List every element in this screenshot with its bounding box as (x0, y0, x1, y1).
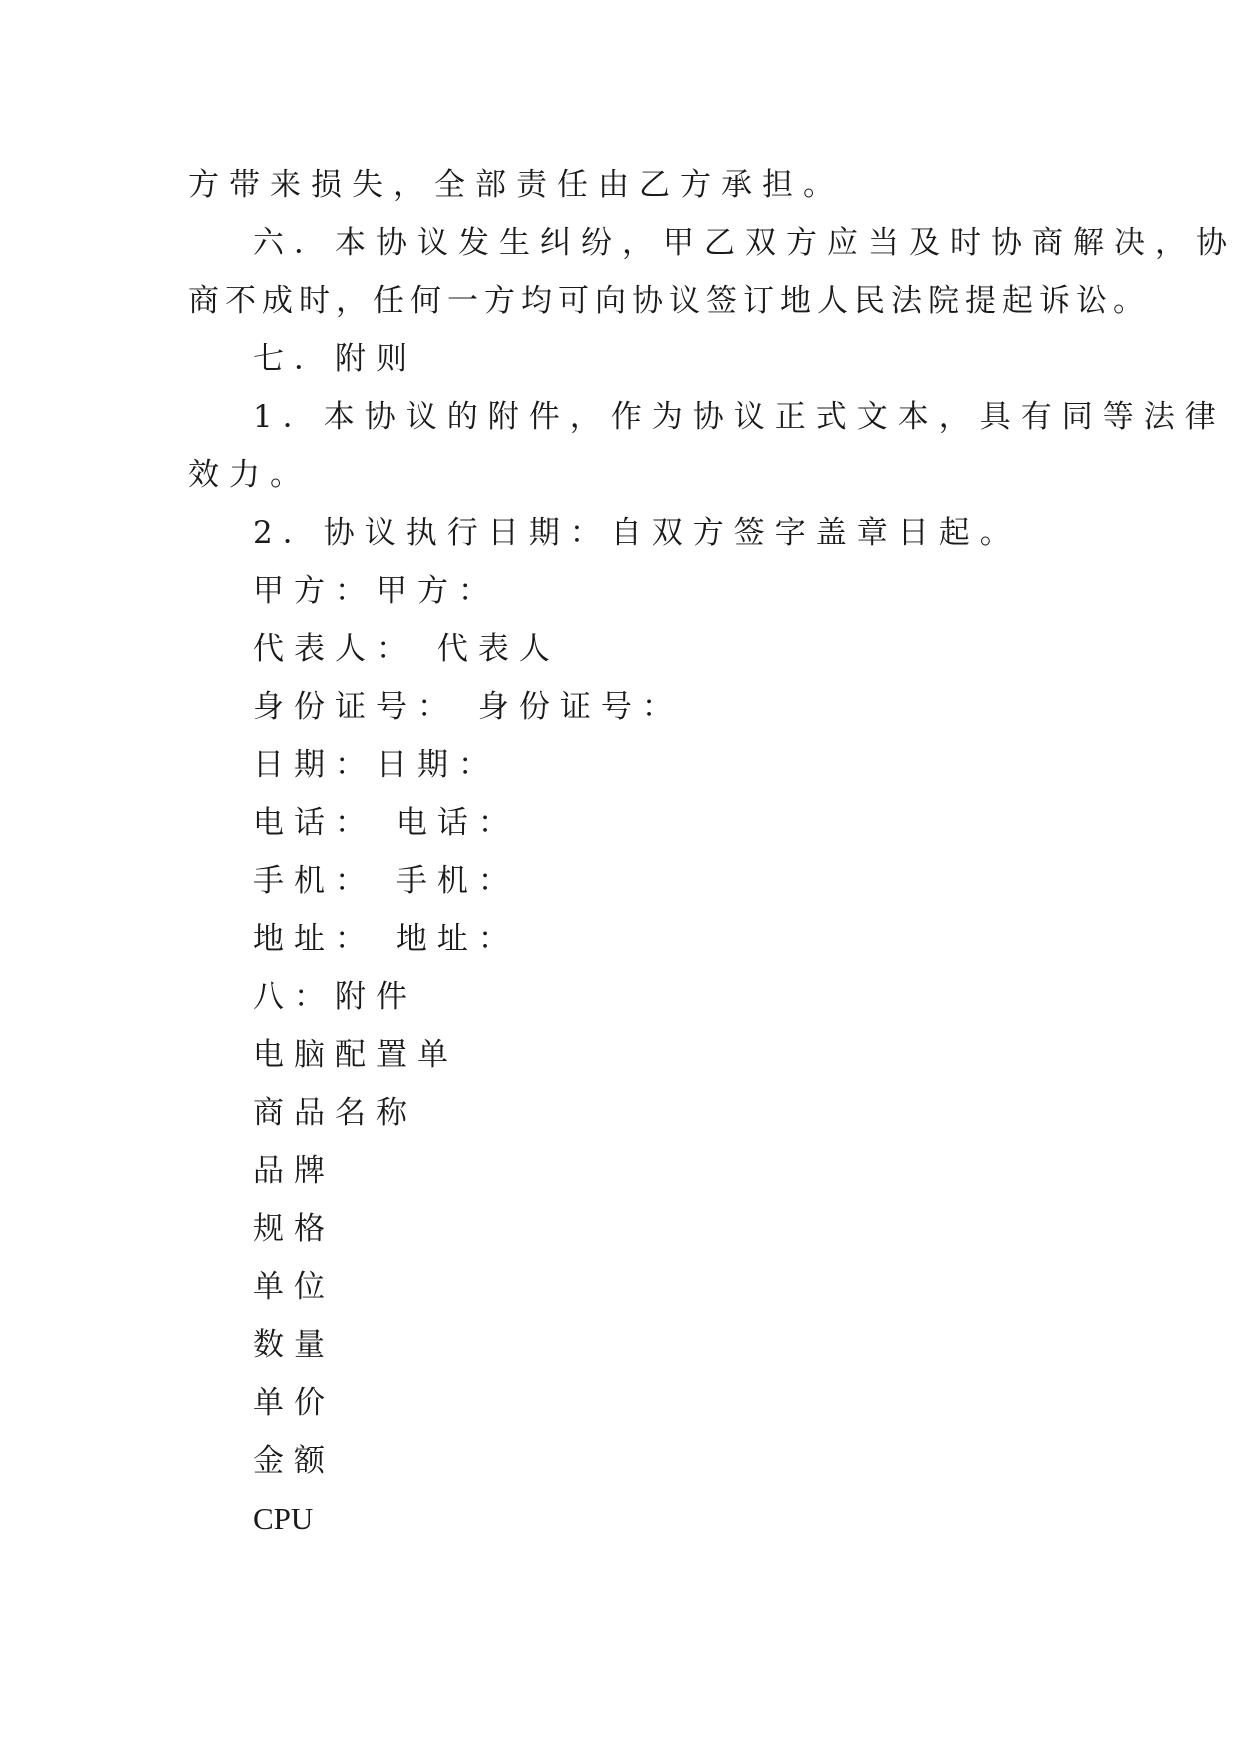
field-unit: 单位 (253, 1269, 335, 1305)
paragraph-5-continuation: 方带来损失，全部责任由乙方承担。 (188, 167, 844, 203)
attachment-heading: 八：附件 (253, 979, 417, 1015)
clause-6-line-2: 商不成时，任何一方均可向协议签订地人民法院提起诉讼。 (188, 283, 1150, 319)
field-unit-price: 单价 (253, 1385, 335, 1421)
clause-7-item-2: 2．协议执行日期：自双方签字盖章日起。 (253, 515, 1021, 551)
address-line: 地址： 地址： (253, 921, 519, 957)
field-amount: 金额 (253, 1443, 335, 1479)
date-line: 日期：日期： (253, 747, 499, 783)
mobile-line: 手机： 手机： (253, 863, 519, 899)
phone-line: 电话： 电话： (253, 805, 519, 841)
clause-7-heading: 七．附则 (253, 341, 417, 377)
field-specification: 规格 (253, 1211, 335, 1247)
attachment-title: 电脑配置单 (253, 1037, 458, 1073)
field-brand: 品牌 (253, 1153, 335, 1189)
field-quantity: 数量 (253, 1327, 335, 1363)
id-number-line: 身份证号： 身份证号： (253, 689, 683, 725)
field-product-name: 商品名称 (253, 1095, 417, 1131)
representative-line: 代表人： 代表人 (253, 631, 560, 667)
clause-7-item-1-line-2: 效力。 (188, 457, 311, 493)
clause-6-line-1: 六．本协议发生纠纷，甲乙双方应当及时协商解决，协 (253, 225, 1237, 261)
item-cpu: CPU (253, 1501, 314, 1536)
clause-7-item-1-line-1: 1．本协议的附件，作为协议正式文本，具有同等法律 (253, 399, 1226, 435)
party-a-line: 甲方：甲方： (253, 573, 499, 609)
